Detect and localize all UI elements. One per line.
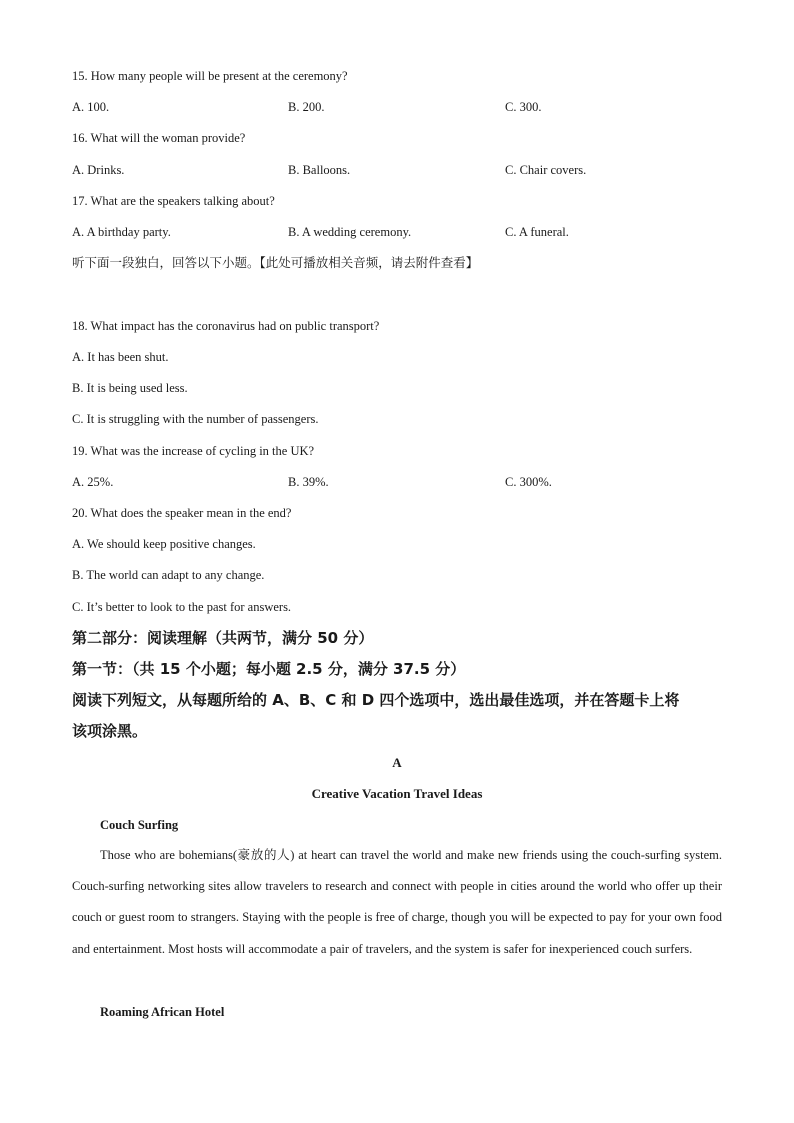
question-stem: 20. What does the speaker mean in the end? (72, 506, 292, 520)
option-a: A. We should keep positive changes. (72, 537, 256, 551)
subheading-couch-surfing: Couch Surfing (100, 818, 179, 832)
option-b: B. 39%. (288, 475, 329, 489)
paragraph-couch-surfing: Those who are bohemians(豪放的人) at heart can travel the world and make new friends using the couch-surfing system. Couch-surfing networking sites allow travelers to research and connect with people in cities around the world who offer up their couch or guest room to strangers. Staying with the people is free of charge, though you will be expected to pay for your own food and entertainment. Most hosts will accommodate a pair of travelers, and the system is safer for inexperienced couch surfers. (72, 848, 722, 956)
question-stem: 18. What impact has the coronavirus had on public transport? (72, 319, 380, 333)
option-a: A. 100. (72, 100, 110, 114)
option-b: B. Balloons. (288, 163, 351, 177)
section-one-title: 第一节：（共 15 个小题；每小题 2.5 分，满分 37.5 分） (72, 660, 466, 678)
question-stem: 17. What are the speakers talking about? (72, 194, 275, 208)
option-a: A. A birthday party. (72, 225, 171, 239)
option-b: B. The world can adapt to any change. (72, 568, 265, 582)
monologue-instruction: 听下面一段独白，回答以下小题。【此处可播放相关音频，请去附件查看】 (72, 255, 479, 270)
option-c: C. It’s better to look to the past for answers. (72, 600, 292, 614)
option-a: A. Drinks. (72, 163, 125, 177)
part-two-title: 第二部分：阅读理解（共两节，满分 50 分） (72, 629, 374, 647)
question-stem: 19. What was the increase of cycling in the UK? (72, 444, 315, 458)
passage-title: Creative Vacation Travel Ideas (311, 786, 483, 801)
option-b: B. 200. (288, 100, 325, 114)
option-a: A. It has been shut. (72, 350, 169, 364)
option-b: B. A wedding ceremony. (288, 225, 412, 239)
option-c: C. It is struggling with the number of passengers. (72, 412, 319, 426)
option-c: C. Chair covers. (505, 163, 587, 177)
option-c: C. 300%. (505, 475, 552, 489)
reading-instruction-line-2: 该项涂黑。 (72, 722, 148, 740)
question-stem: 15. How many people will be present at the ceremony? (72, 69, 348, 83)
reading-instruction-line-1: 阅读下列短文，从每题所给的 A、B、C 和 D 四个选项中，选出最佳选项，并在答题卡上将 (72, 691, 680, 709)
option-c: C. 300. (505, 100, 542, 114)
option-c: C. A funeral. (505, 225, 569, 239)
option-b: B. It is being used less. (72, 381, 188, 395)
option-a: A. 25%. (72, 475, 114, 489)
question-stem: 16. What will the woman provide? (72, 131, 246, 145)
subheading-roaming-african-hotel: Roaming African Hotel (100, 1005, 225, 1019)
passage-letter: A (392, 755, 402, 770)
